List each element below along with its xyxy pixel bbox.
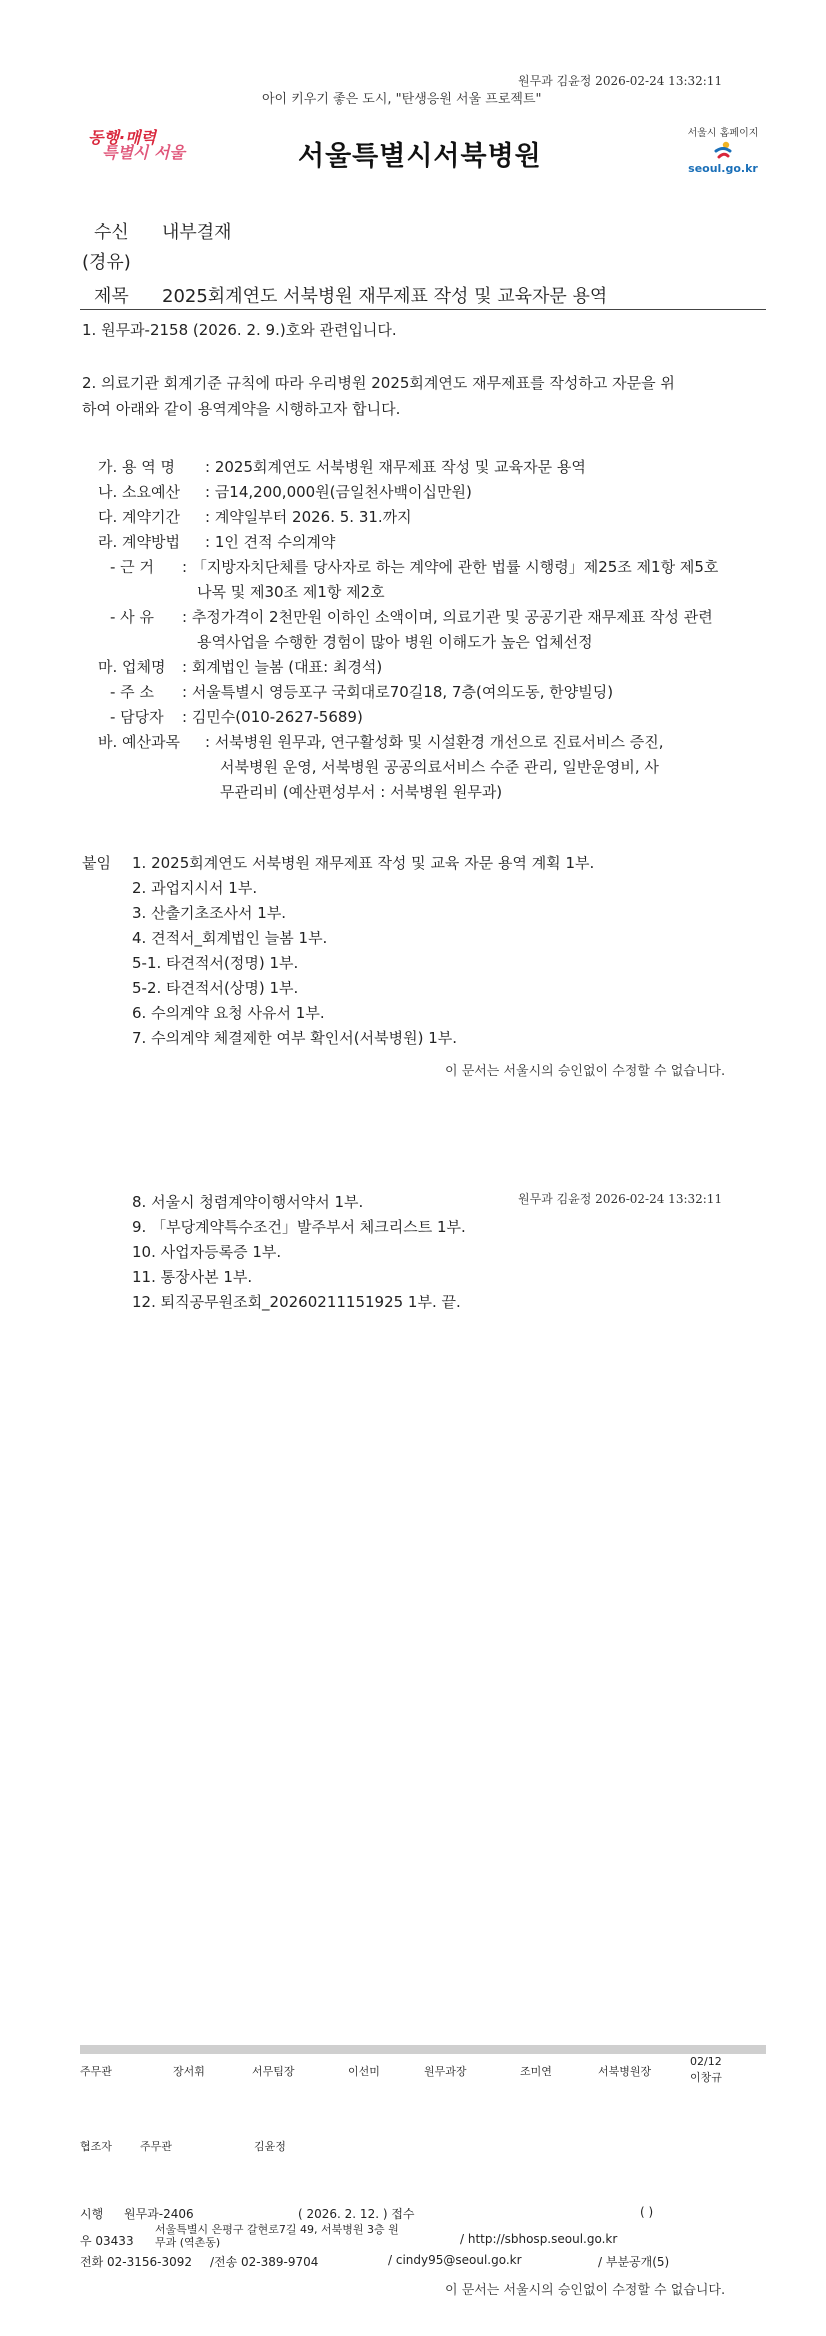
item-address-value: : 서울특별시 영등포구 국회대로70길18, 7층(여의도동, 한양빌딩) — [182, 683, 614, 701]
final-approval-date: 02/12 — [690, 2055, 722, 2068]
signature-divider-bar — [80, 2045, 766, 2054]
item-period-label: 다. 계약기간 — [98, 508, 180, 526]
item-budget-account-label: 바. 예산과목 — [98, 733, 180, 751]
via-label: (경유) — [82, 252, 131, 273]
processing-stamp-page2: 원무과 김윤정 2026-02-24 13:32:11 — [518, 1192, 723, 1206]
attachment-item: 9. 「부당계약특수조건」발주부서 체크리스트 1부. — [132, 1218, 466, 1236]
attachment-item: 10. 사업자등록증 1부. — [132, 1243, 282, 1261]
item-service-name-value: : 2025회계연도 서북병원 재무제표 작성 및 교육자문 용역 — [205, 458, 586, 476]
footer-modification-notice: 이 문서는 서울시의 승인없이 수정할 수 없습니다. — [445, 2283, 726, 2298]
paragraph-2-line1: 2. 의료기관 회계기준 규칙에 따라 우리병원 2025회계연도 재무제표를 작성하고 자문을 위 — [82, 374, 675, 392]
item-reason-line2: 용역사업을 수행한 경험이 많아 병원 이해도가 높은 업체선정 — [197, 633, 593, 651]
item-budget-label: 나. 소요예산 — [98, 483, 180, 501]
attachment-item: 8. 서울시 청렴계약이행서약서 1부. — [132, 1193, 364, 1211]
logo-left-line1: 동행·매력 — [88, 128, 156, 147]
slogan: 아이 키우기 좋은 도시, "탄생응원 서울 프로젝트" — [262, 92, 542, 107]
item-budget-account-line2: 서북병원 운영, 서북병원 공공의료서비스 수준 관리, 일반운영비, 사 — [220, 758, 659, 776]
receipt-info: ( 2026. 2. 12. ) 접수 — [298, 2207, 415, 2221]
modification-notice: 이 문서는 서울시의 승인없이 수정할 수 없습니다. — [445, 1064, 726, 1079]
attachment-item: 5-1. 타견적서(정명) 1부. — [132, 954, 299, 972]
attachment-item: 1. 2025회계연도 서북병원 재무제표 작성 및 교육 자문 용역 계획 1부. — [132, 854, 595, 872]
item-method-label: 라. 계약방법 — [98, 533, 180, 551]
item-budget-account-line1: : 서북병원 원무과, 연구활성화 및 시설환경 개선으로 진료서비스 증진, — [205, 733, 664, 751]
email-address: / cindy95@seoul.go.kr — [388, 2253, 522, 2267]
item-address-label: - 주 소 — [110, 683, 154, 701]
signer-title: 서무팀장 — [252, 2065, 295, 2078]
attachment-item: 11. 통장사본 1부. — [132, 1268, 253, 1286]
phone-number: 전화 02-3156-3092 — [80, 2255, 193, 2269]
paragraph-2-line2: 하여 아래와 같이 용역계약을 시행하고자 합니다. — [82, 400, 401, 418]
signer-name: 조미연 — [520, 2065, 552, 2078]
attachment-item: 3. 산출기초조사서 1부. — [132, 904, 287, 922]
execution-label: 시행 — [80, 2207, 104, 2221]
signer-title: 주무관 — [80, 2065, 112, 2078]
signer-name: 이창규 — [690, 2071, 722, 2084]
attachment-item: 4. 견적서_회계법인 늘봄 1부. — [132, 929, 328, 947]
item-period-value: : 계약일부터 2026. 5. 31.까지 — [205, 508, 412, 526]
signer-name: 장서휘 — [173, 2065, 205, 2078]
seoul-homepage-logo — [683, 124, 763, 184]
subject-divider — [80, 309, 766, 310]
item-basis-line1: : 「지방자치단체를 당사자로 하는 계약에 관한 법률 시행령」제25조 제1항 제5호 — [182, 558, 719, 576]
item-reason-label: - 사 유 — [110, 608, 154, 626]
paragraph-1: 1. 원무과-2158 (2026. 2. 9.)호와 관련입니다. — [82, 321, 397, 339]
execution-number: 원무과-2406 — [124, 2207, 194, 2221]
attachments-label: 붙임 — [82, 854, 111, 872]
item-vendor-value: : 회계법인 늘봄 (대표: 최경석) — [182, 658, 383, 676]
signer-title: 서북병원장 — [598, 2065, 652, 2078]
signer-name: 이선미 — [348, 2065, 380, 2078]
seoul-brand-logo — [88, 128, 185, 174]
homepage-url: / http://sbhosp.seoul.go.kr — [460, 2232, 618, 2246]
disclosure-status: / 부분공개(5) — [598, 2255, 670, 2269]
organization-title: 서울특별시서북병원 — [298, 141, 542, 172]
item-basis-line2: 나목 및 제30조 제1항 제2호 — [197, 583, 385, 601]
cooperator-label: 협조자 — [80, 2140, 112, 2153]
item-basis-label: - 근 거 — [110, 558, 154, 576]
logo-right-url: seoul.go.kr — [688, 162, 758, 175]
subject-label: 제목 — [94, 286, 129, 307]
logo-right-caption: 서울시 홈페이지 — [687, 128, 759, 139]
attachment-item: 2. 과업지시서 1부. — [132, 879, 258, 897]
logo-left-line2: 특별시 서울 — [102, 143, 185, 162]
item-service-name-label: 가. 용 역 명 — [98, 458, 176, 476]
address-line1: 서울특별시 은평구 갈현로7길 49, 서북병원 3층 원 — [155, 2223, 399, 2236]
seoul-symbol-icon — [712, 140, 734, 162]
attachment-item: 7. 수의계약 체결제한 여부 확인서(서북병원) 1부. — [132, 1029, 457, 1047]
cooperator-name: 김윤정 — [254, 2140, 286, 2153]
processing-stamp: 원무과 김윤정 2026-02-24 13:32:11 — [518, 74, 723, 88]
postal-code: 우 03433 — [80, 2234, 134, 2248]
attachment-item: 12. 퇴직공무원조회_20260211151925 1부. 끝. — [132, 1293, 461, 1311]
signer-title: 원무과장 — [424, 2065, 467, 2078]
recipient-value: 내부결재 — [162, 222, 232, 243]
fax-number: /전송 02-389-9704 — [210, 2255, 319, 2269]
attachment-item: 6. 수의계약 요청 사유서 1부. — [132, 1004, 325, 1022]
receipt-blank: ( ) — [640, 2205, 654, 2219]
cooperator-title: 주무관 — [140, 2140, 172, 2153]
item-contact-label: - 담당자 — [110, 708, 164, 726]
address-line2: 무과 (역촌동) — [155, 2236, 221, 2249]
item-contact-value: : 김민수(010-2627-5689) — [182, 708, 363, 726]
item-budget-account-line3: 무관리비 (예산편성부서 : 서북병원 원무과) — [220, 783, 503, 801]
attachment-item: 5-2. 타견적서(상명) 1부. — [132, 979, 299, 997]
subject-title: 2025회계연도 서북병원 재무제표 작성 및 교육자문 용역 — [162, 286, 608, 307]
item-method-value: : 1인 견적 수의계약 — [205, 533, 336, 551]
item-budget-value: : 금14,200,000원(금일천사백이십만원) — [205, 483, 472, 501]
recipient-label: 수신 — [94, 222, 129, 243]
item-vendor-label: 마. 업체명 — [98, 658, 166, 676]
item-reason-line1: : 추정가격이 2천만원 이하인 소액이며, 의료기관 및 공공기관 재무제표 작성 관련 — [182, 608, 713, 626]
